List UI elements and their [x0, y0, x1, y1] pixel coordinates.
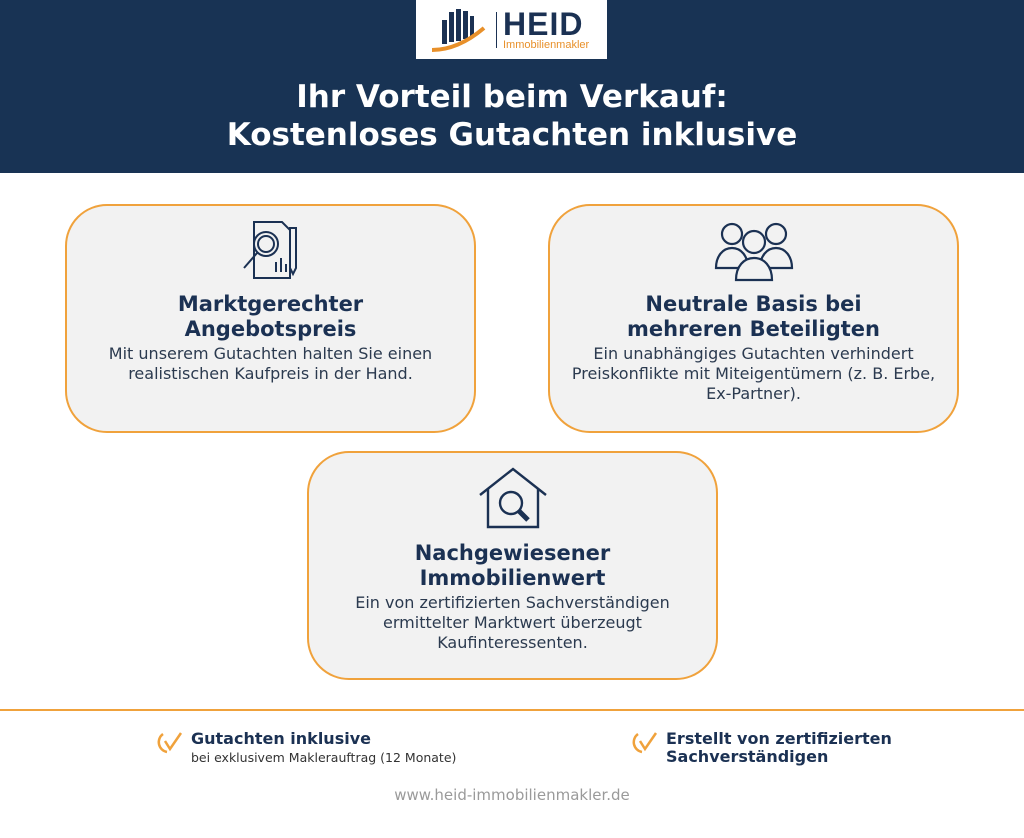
document-magnifier-icon — [236, 218, 306, 282]
checkmark-icon — [157, 730, 183, 754]
logo-name: HEID — [503, 5, 584, 42]
feature-included — [157, 730, 456, 765]
feature-certified — [632, 730, 892, 766]
title-line-2: Kostenloses Gutachten inklusive — [226, 117, 798, 153]
card-text: Mit unserem Gutachten halten Sie einen realistischen Kaufpreis in der Hand. — [108, 344, 433, 383]
title-line-1: Ihr Vorteil beim Verkauf: — [296, 79, 728, 115]
feature-title-line: Sachverständigen — [666, 747, 829, 766]
website-url[interactable]: www.heid-immobilienmakler.de — [394, 786, 630, 804]
house-search-icon — [478, 465, 548, 531]
card-heading-line: Neutrale Basis bei — [645, 292, 862, 316]
feature-title-line: Erstellt von zertifizierten — [666, 729, 892, 748]
card-property-value — [307, 451, 718, 680]
card-heading-line: Nachgewiesener — [414, 541, 611, 565]
logo-subtitle: Immobilienmakler — [503, 38, 590, 51]
people-group-icon — [712, 218, 796, 282]
building-logo-icon — [428, 6, 490, 54]
feature-subtitle: bei exklusivem Maklerauftrag (12 Monate) — [191, 750, 457, 765]
card-heading-line: Immobilienwert — [419, 566, 606, 590]
divider — [0, 709, 1024, 711]
logo — [416, 0, 607, 59]
card-heading-line: mehreren Beteiligten — [627, 317, 880, 341]
card-neutral-basis — [548, 204, 959, 433]
card-text: Ein von zertifizierten Sachverständigen ermittelter Marktwert überzeugt Kaufinteressenten. — [355, 593, 670, 652]
card-heading-line: Marktgerechter — [177, 292, 364, 316]
card-market-price — [65, 204, 476, 433]
feature-title: Gutachten inklusive — [191, 729, 371, 748]
header-banner — [0, 0, 1024, 173]
card-heading-line: Angebotspreis — [184, 317, 357, 341]
checkmark-icon — [632, 730, 658, 754]
card-text: Ein unabhängiges Gutachten verhindert Preiskonflikte mit Miteigentümern (z. B. Erbe, Ex-Partner). — [571, 344, 936, 403]
page-title — [0, 78, 1024, 154]
